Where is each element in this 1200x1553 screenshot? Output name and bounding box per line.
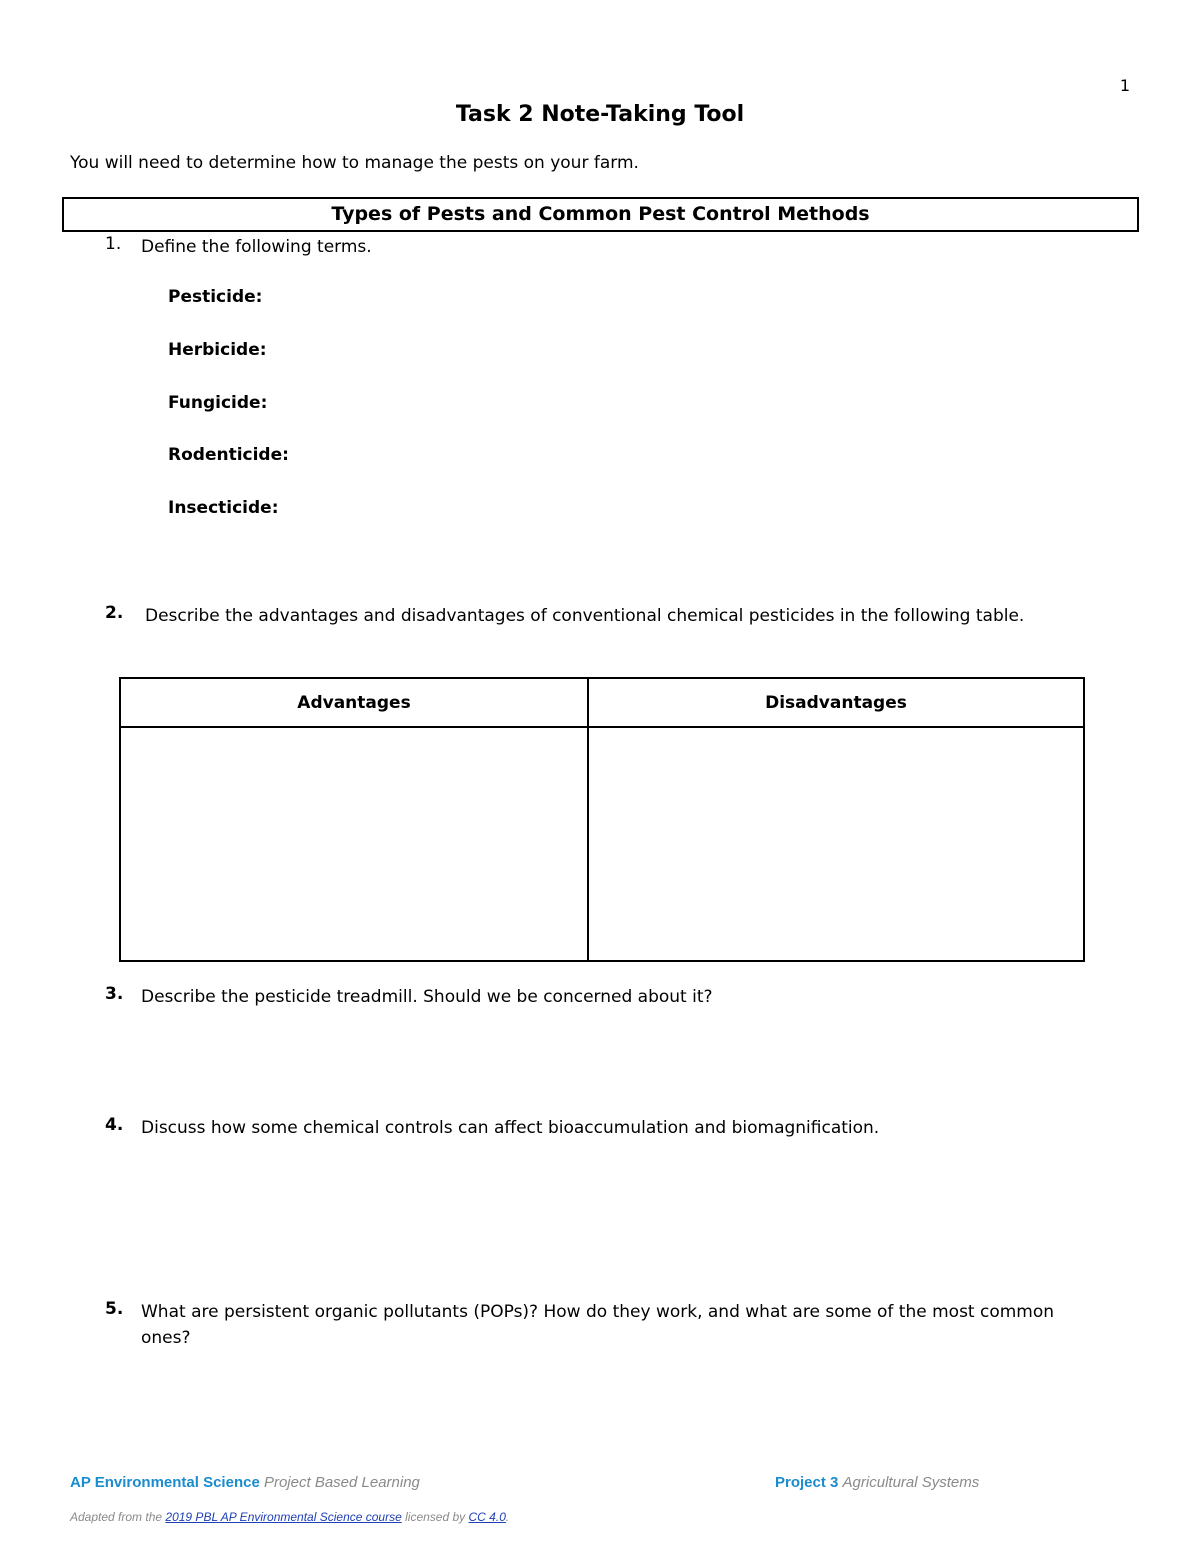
footer-project-name: Project 3 bbox=[775, 1474, 839, 1491]
footer-project-sub: Agricultural Systems bbox=[842, 1474, 980, 1491]
question-text: What are persistent organic pollutants (POPs)? How do they work, and what are some of the most common ones? bbox=[141, 1302, 1055, 1348]
question-3 bbox=[0, 984, 1200, 1010]
question-1 bbox=[0, 234, 1200, 260]
question-number: 5. bbox=[105, 1299, 124, 1319]
term-insecticide: Insecticide: bbox=[168, 498, 279, 518]
question-number: 4. bbox=[105, 1115, 124, 1135]
question-number: 2. bbox=[105, 603, 124, 623]
footer-credit bbox=[70, 1510, 509, 1524]
intro-text: You will need to determine how to manage the pests on your farm. bbox=[70, 153, 639, 173]
question-5 bbox=[0, 1299, 1200, 1351]
footer-left bbox=[70, 1474, 420, 1491]
advantages-cell[interactable] bbox=[120, 727, 588, 961]
disadvantages-cell[interactable] bbox=[588, 727, 1084, 961]
term-rodenticide: Rodenticide: bbox=[168, 445, 289, 465]
question-text: Describe the pesticide treadmill. Should we be concerned about it? bbox=[141, 987, 713, 1007]
footer-right bbox=[775, 1474, 979, 1491]
question-text: Discuss how some chemical controls can affect bioaccumulation and biomagnification. bbox=[141, 1118, 880, 1138]
question-2 bbox=[0, 603, 1200, 629]
advantages-disadvantages-table bbox=[119, 677, 1085, 962]
question-number: 3. bbox=[105, 984, 124, 1004]
header-disadvantages: Disadvantages bbox=[588, 678, 1084, 727]
page-number: 1 bbox=[1119, 76, 1130, 95]
term-pesticide: Pesticide: bbox=[168, 287, 263, 307]
page-title: Task 2 Note-Taking Tool bbox=[455, 102, 745, 127]
course-link[interactable]: 2019 PBL AP Environmental Science course bbox=[165, 1510, 402, 1524]
question-number: 1. bbox=[105, 234, 122, 254]
credit-suffix: . bbox=[505, 1510, 510, 1524]
license-link[interactable]: CC 4.0 bbox=[468, 1510, 506, 1524]
footer-course-sub: Project Based Learning bbox=[263, 1474, 420, 1491]
header-advantages: Advantages bbox=[120, 678, 588, 727]
question-text: Describe the advantages and disadvantages of conventional chemical pesticides in the following table. bbox=[145, 606, 1025, 626]
credit-mid: licensed by bbox=[405, 1510, 466, 1524]
term-herbicide: Herbicide: bbox=[168, 340, 267, 360]
section-heading: Types of Pests and Common Pest Control Methods bbox=[62, 197, 1139, 232]
credit-prefix: Adapted from the bbox=[70, 1510, 163, 1524]
question-text: Define the following terms. bbox=[141, 237, 372, 257]
footer-course-name: AP Environmental Science bbox=[70, 1474, 260, 1491]
term-fungicide: Fungicide: bbox=[168, 393, 268, 413]
question-4 bbox=[0, 1115, 1200, 1141]
